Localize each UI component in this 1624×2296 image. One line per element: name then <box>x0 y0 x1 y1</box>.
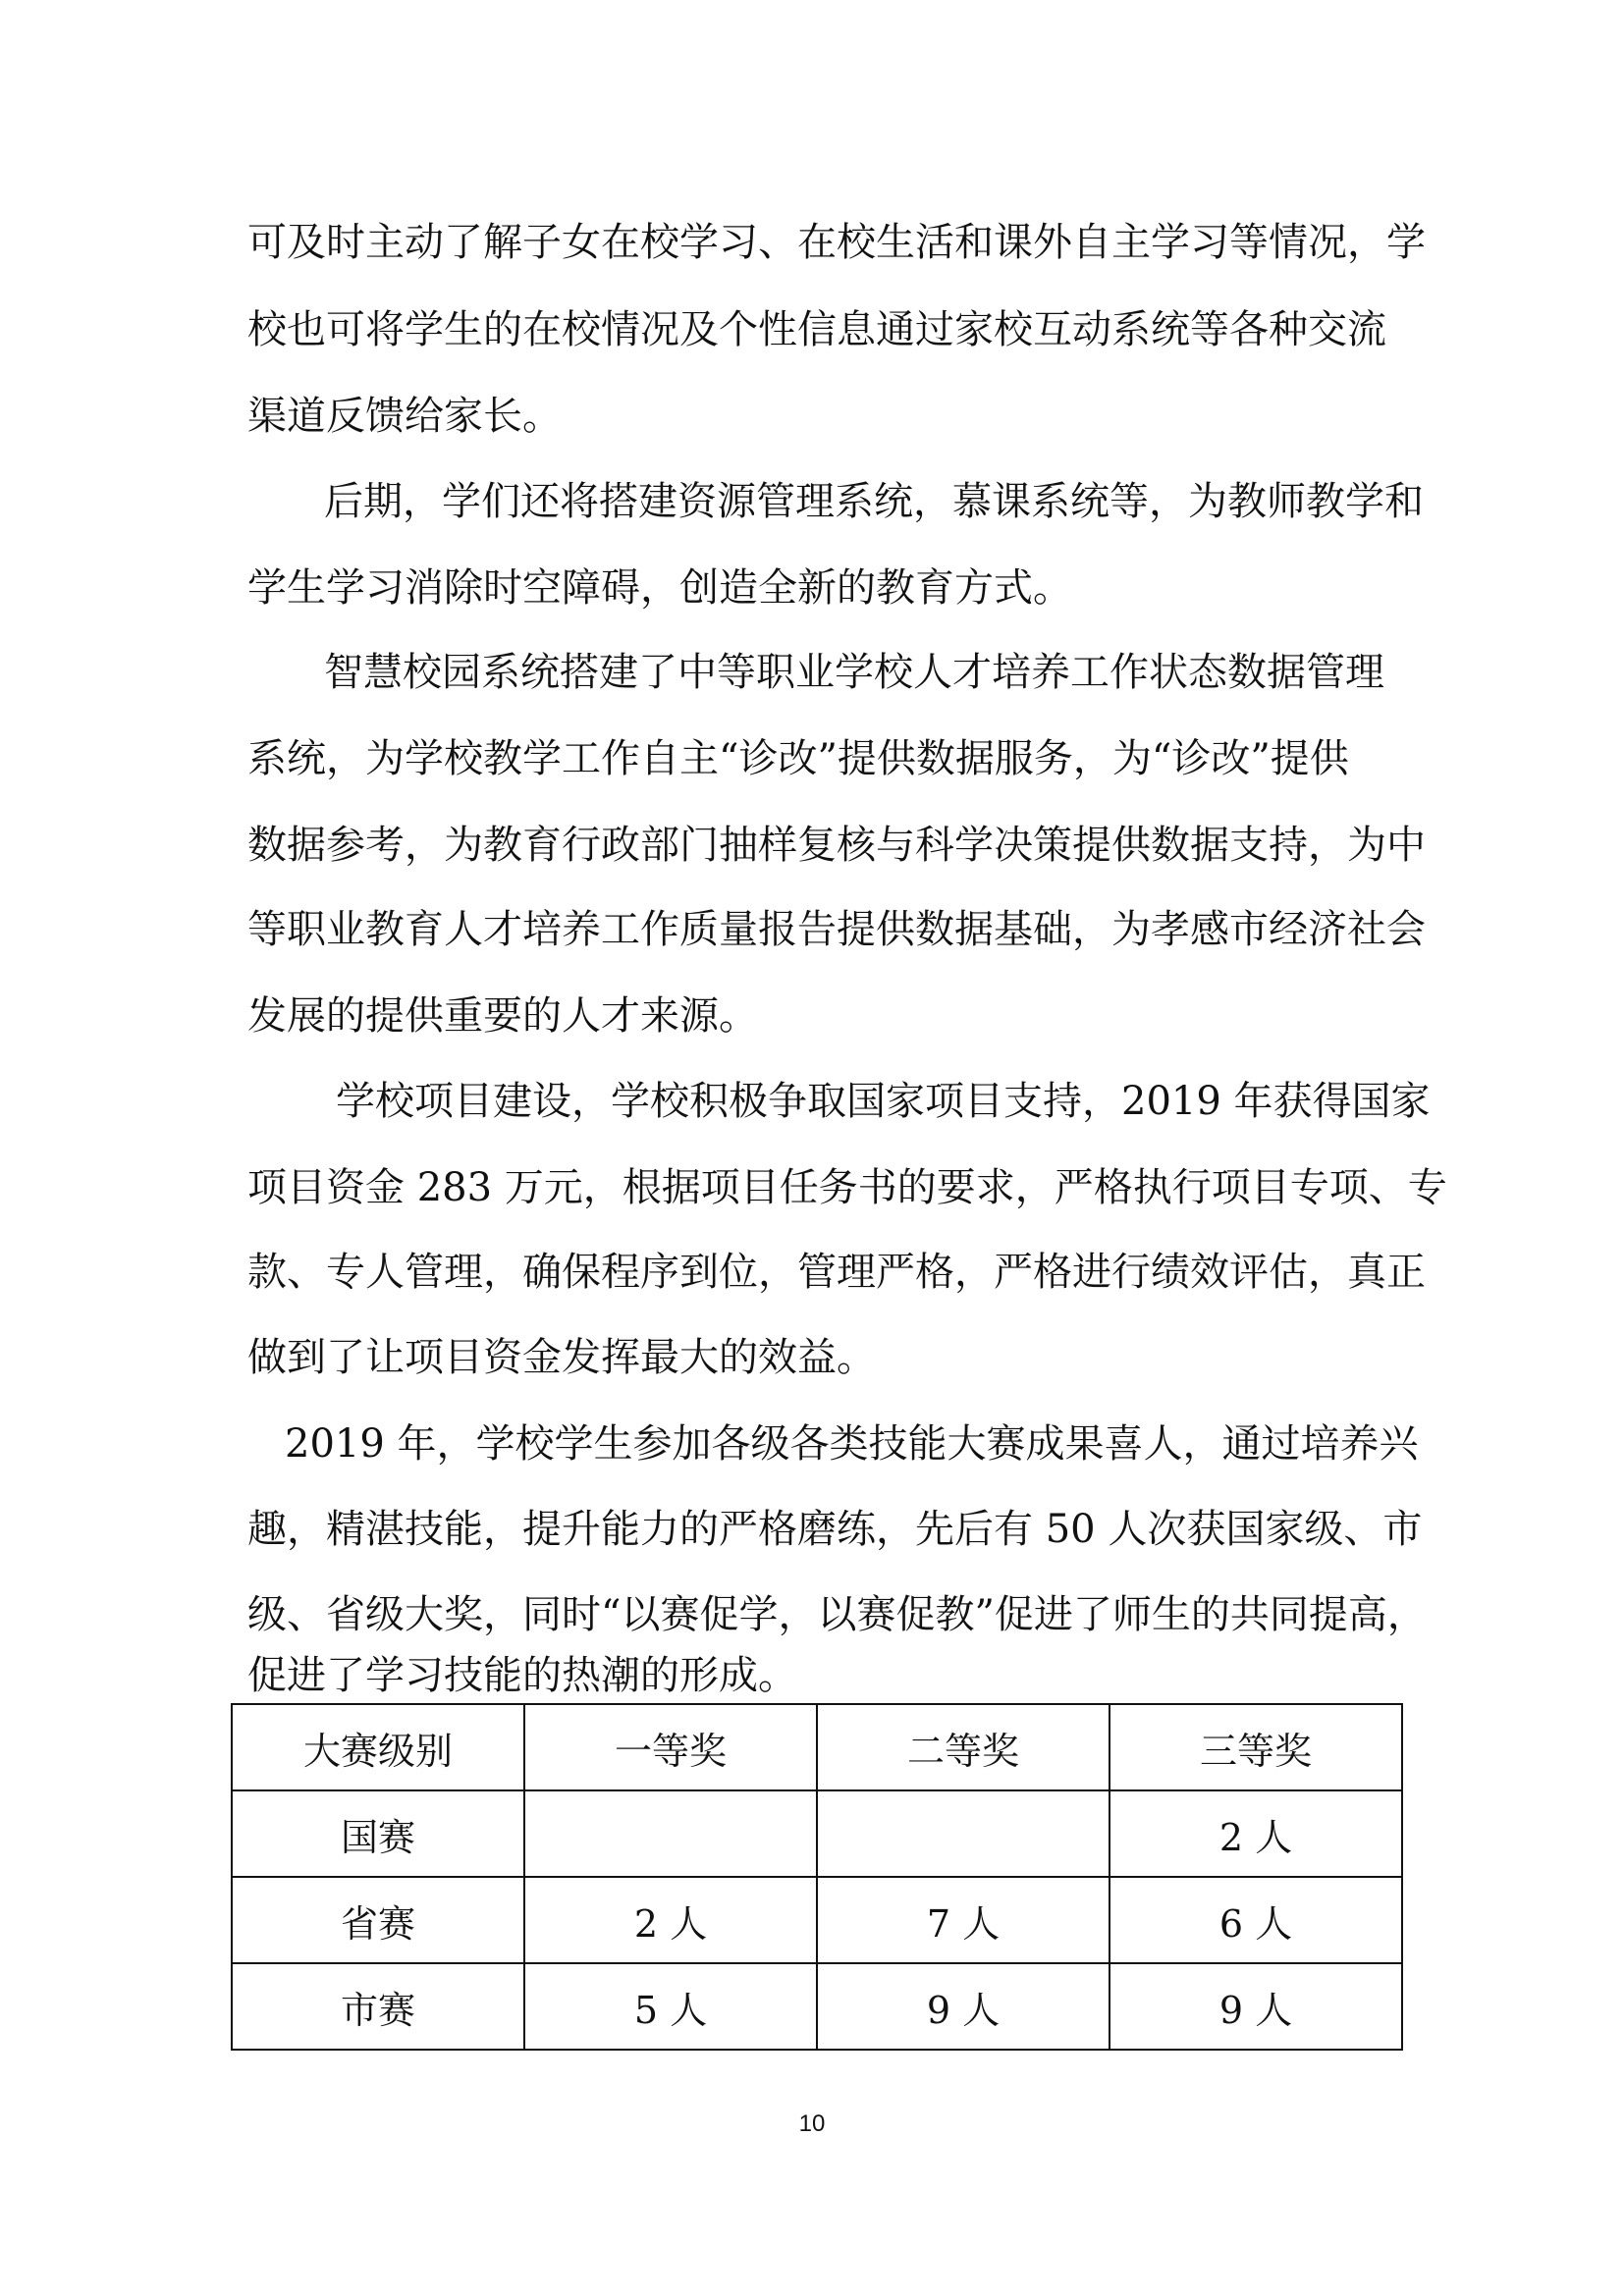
paragraph-5-line-1: 2019 年，学校学生参加各级各类技能大赛成果喜人，通过培养兴 <box>285 1421 1419 1467</box>
paragraph-4-line-4: 做到了让项目资金发挥最大的效益。 <box>247 1335 876 1380</box>
paragraph-5-line-3: 级、省级大奖，同时“以赛促学，以赛促教”促进了师生的共同提高， <box>247 1592 1427 1637</box>
table-header-cell: 一等奖 <box>524 1704 817 1790</box>
table-cell: 5 人 <box>524 1963 817 2050</box>
paragraph-3-line-5: 发展的提供重要的人才来源。 <box>247 993 758 1039</box>
paragraph-3-line-2: 系统，为学校教学工作自主“诊改”提供数据服务，为“诊改”提供 <box>247 736 1349 781</box>
paragraph-2-line-1: 后期，学们还将搭建资源管理系统，慕课系统等，为教师教学和 <box>324 479 1424 524</box>
table-cell: 2 人 <box>524 1877 817 1963</box>
table-header-cell: 大赛级别 <box>232 1704 524 1790</box>
table-cell: 国赛 <box>232 1790 524 1877</box>
table-cell: 2 人 <box>1110 1790 1402 1877</box>
paragraph-5-line-2: 趣，精湛技能，提升能力的严格磨练，先后有 50 人次获国家级、市 <box>247 1507 1423 1552</box>
paragraph-1-line-2: 校也可将学生的在校情况及个性信息通过家校互动系统等各种交流 <box>247 307 1386 352</box>
table-cell <box>817 1790 1110 1877</box>
paragraph-3-line-4: 等职业教育人才培养工作质量报告提供数据基础，为孝感市经济社会 <box>247 907 1426 952</box>
table-header-row <box>232 1704 1402 1790</box>
table-header-cell: 三等奖 <box>1110 1704 1402 1790</box>
table-cell: 6 人 <box>1110 1877 1402 1963</box>
paragraph-4-line-3: 款、专人管理，确保程序到位，管理严格，严格进行绩效评估，真正 <box>247 1250 1426 1295</box>
table-row <box>232 1963 1402 2050</box>
award-table <box>231 1703 1403 2051</box>
paragraph-1-line-1: 可及时主动了解子女在校学习、在校生活和课外自主学习等情况，学 <box>247 220 1426 265</box>
table-cell: 市赛 <box>232 1963 524 2050</box>
table-header-cell: 二等奖 <box>817 1704 1110 1790</box>
paragraph-2-line-2: 学生学习消除时空障碍，创造全新的教育方式。 <box>247 565 1072 611</box>
paragraph-3-line-3: 数据参考，为教育行政部门抽样复核与科学决策提供数据支持，为中 <box>247 823 1426 868</box>
table-cell <box>524 1790 817 1877</box>
paragraph-5-line-4: 促进了学习技能的热潮的形成。 <box>247 1653 797 1698</box>
table-cell: 9 人 <box>1110 1963 1402 2050</box>
table-cell: 省赛 <box>232 1877 524 1963</box>
table-row <box>232 1877 1402 1963</box>
table-cell: 9 人 <box>817 1963 1110 2050</box>
paragraph-1-line-3: 渠道反馈给家长。 <box>247 394 562 439</box>
paragraph-4-line-1: 学校项目建设，学校积极争取国家项目支持，2019 年获得国家 <box>336 1079 1431 1124</box>
page-number: 10 <box>798 2110 826 2137</box>
paragraph-4-line-2: 项目资金 283 万元，根据项目任务书的要求，严格执行项目专项、专 <box>247 1165 1447 1210</box>
table-row <box>232 1790 1402 1877</box>
paragraph-3-line-1: 智慧校园系统搭建了中等职业学校人才培养工作状态数据管理 <box>324 650 1384 695</box>
table-cell: 7 人 <box>817 1877 1110 1963</box>
